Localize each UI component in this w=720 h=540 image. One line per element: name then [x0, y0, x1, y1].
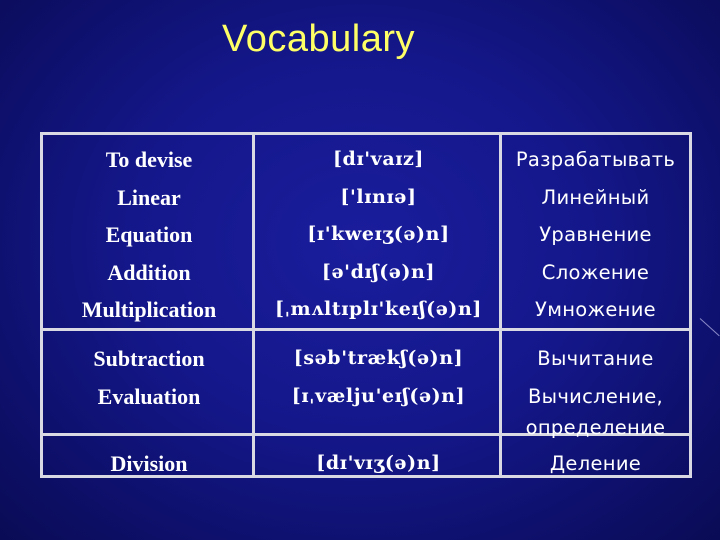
transcription: [ɪˌvælju'eɪʃ(ə)n]: [291, 384, 466, 407]
russian-translation: Вычитание: [537, 347, 654, 370]
russian-translation: Вычисление, определение: [525, 384, 666, 439]
russian-translation: Сложение: [541, 260, 650, 284]
transcription: [səb'trækʃ(ə)n]: [293, 347, 464, 369]
row-group: [43, 340, 255, 415]
row-group: [502, 340, 689, 443]
transcription: [ˌmʌltɪplɪ'keɪʃ(ə)n]: [274, 298, 483, 320]
english-word: Linear: [117, 184, 181, 210]
transcription: [ɪ'kweɪʒ(ə)n]: [307, 223, 450, 245]
row-group: [502, 141, 689, 329]
vocabulary-table: [40, 132, 692, 478]
slide-title: Vocabulary: [222, 18, 416, 60]
russian-column: [502, 135, 689, 475]
english-column: [43, 135, 255, 475]
row-group: [43, 141, 255, 329]
english-word: Division: [110, 451, 188, 476]
english-word: Equation: [105, 222, 193, 247]
russian-translation: Деление: [549, 452, 642, 475]
russian-translation: Линейный: [541, 185, 650, 209]
transcription: ['lɪnɪə]: [340, 185, 417, 208]
row-group: [502, 445, 689, 483]
english-word: Addition: [107, 259, 191, 285]
decorative-line: [700, 318, 720, 336]
english-word: To devise: [105, 147, 193, 172]
transcription-column: [255, 135, 502, 475]
english-word: Multiplication: [81, 297, 217, 322]
row-group: [255, 340, 502, 415]
russian-translation: Умножение: [535, 298, 656, 321]
row-group: [255, 445, 502, 483]
transcription: [dɪ'vɪʒ(ə)n]: [316, 452, 441, 474]
english-word: Subtraction: [93, 346, 205, 371]
english-word: Evaluation: [97, 383, 201, 409]
russian-translation: Разрабатывать: [515, 148, 676, 171]
transcription: [dɪ'vaɪz]: [332, 148, 425, 170]
row-group: [43, 445, 255, 483]
russian-translation: Уравнение: [539, 223, 652, 246]
transcription: [ə'dɪʃ(ə)n]: [321, 260, 436, 283]
row-group: [255, 141, 502, 329]
